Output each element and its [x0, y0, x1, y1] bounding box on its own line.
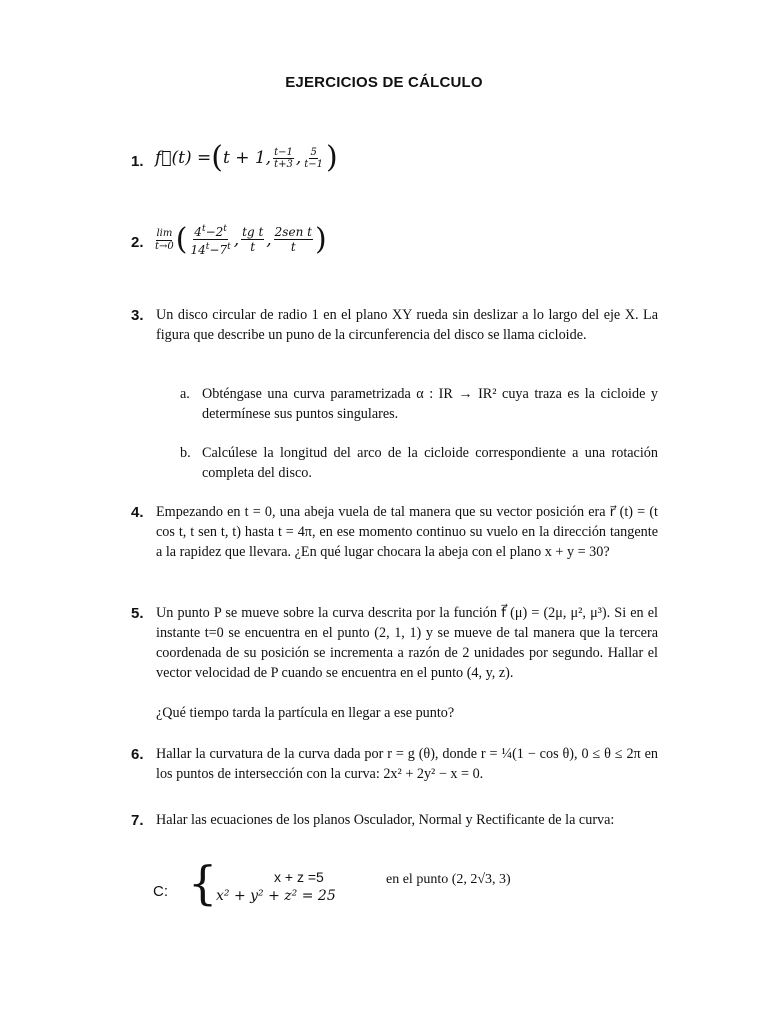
subitem-letter-a: a. [180, 386, 190, 402]
curve-system [150, 856, 590, 916]
subitem-text-a: Obténgase una curva parametrizada α : IR → IR² cuya traza es la cicloide y determínese sus puntos singulares. [202, 386, 658, 422]
exercise-number-3: 3. [131, 307, 144, 324]
exercise-number-5: 5. [131, 605, 144, 622]
equation-sphere: x² + y² + z² = 25 [216, 888, 336, 904]
curve-label: C: [153, 883, 168, 900]
exercise-text-4: Empezando en t = 0, una abeja vuela de tal manera que su vector posición era r⃗ (t) = (t cos t, t sen t, t) hasta t = 4π, en ese momento continuo su vuelo en la dirección tangente a la rapidez que llevara. ¿En qué lugar chocara la abeja con el plano x + y = 30? [156, 504, 658, 560]
exercise-text-7: Halar las ecuaciones de los planos Osculador, Normal y Rectificante de la curva: [156, 812, 615, 828]
exercise-number-7: 7. [131, 812, 144, 829]
exercise-number-4: 4. [131, 504, 144, 521]
exercise-number-1: 1. [131, 153, 144, 170]
formula-1: f⃗(t) = ( t + 1, $\frac{t-1}{t+3}$ , $\frac{5}{t-1}$ ) [155, 140, 338, 175]
equation-plane: x + z =5 [274, 869, 324, 885]
formula-2: lim t→0 ( $\frac{4^t-2^t}{14^t-7^t}$ , $\frac{\text{tg t}}{t}$ , $\frac{\text{2sen t}}{t}$ ) [155, 221, 327, 257]
page-title: EJERCICIOS DE CÁLCULO [285, 74, 483, 91]
exercise-number-2: 2. [131, 234, 144, 251]
exercise-text-5-question: ¿Qué tiempo tarda la partícula en llegar a ese punto? [156, 705, 455, 721]
exercise-text-6: Hallar la curvatura de la curva dada por r = g (θ), donde r = ¼(1 − cos θ), 0 ≤ θ ≤ 2π en los puntos de intersección con la curva: 2x² + 2y² − x = 0. [156, 746, 658, 782]
exercise-number-6: 6. [131, 746, 144, 763]
exercise-text-3: Un disco circular de radio 1 en el plano XY rueda sin deslizar a lo largo del eje X. La figura que describe un puno de la circunferencia del disco se llama cicloide. [156, 307, 658, 343]
subitem-letter-b: b. [180, 445, 191, 461]
point-text: en el punto (2, 2√3, 3) [386, 872, 511, 887]
subitem-text-b: Calcúlese la longitud del arco de la cicloide correspondiente a una rotación completa del disco. [202, 445, 658, 481]
left-brace: { [188, 856, 218, 910]
exercise-text-5: Un punto P se mueve sobre la curva descrita por la función f⃗ (μ) = (2μ, μ², μ³). Si en el instante t=0 se encuentra en el punto (2, 1, 1) y se mueve de tal manera que la tercera coordenada de su posición se incrementa a razón de 2 unidades por segundo. Hallar el vector velocidad de P cuando se encuentra en el punto (4, y, z). [156, 605, 658, 681]
